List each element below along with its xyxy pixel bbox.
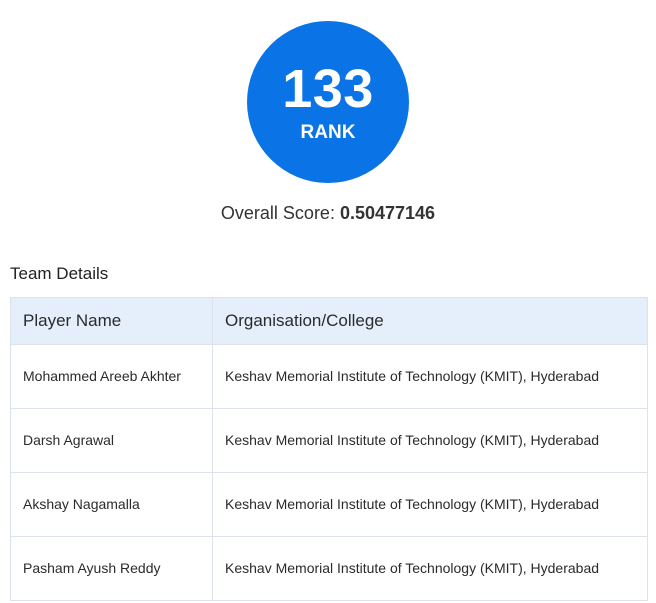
table-row — [11, 409, 648, 473]
table-row — [11, 537, 648, 601]
team-details-table — [10, 297, 648, 601]
table-row — [11, 345, 648, 409]
player-name-cell: Akshay Nagamalla — [11, 473, 213, 537]
team-details-heading: Team Details — [10, 264, 109, 283]
rank-badge — [247, 21, 409, 183]
overall-score-label: Overall Score: — [220, 203, 335, 223]
table-row — [11, 473, 648, 537]
column-header-organisation: Organisation/College — [213, 298, 648, 345]
rank-number: 133 — [282, 59, 374, 119]
player-name-cell: Mohammed Areeb Akhter — [11, 345, 213, 409]
table-header-row — [11, 298, 648, 345]
rank-label: RANK — [300, 122, 356, 143]
organisation-cell: Keshav Memorial Institute of Technology (KMIT), Hyderabad — [213, 537, 648, 601]
column-header-player-name: Player Name — [11, 298, 213, 345]
overall-score — [0, 203, 656, 224]
organisation-cell: Keshav Memorial Institute of Technology (KMIT), Hyderabad — [213, 473, 648, 537]
player-name-cell: Pasham Ayush Reddy — [11, 537, 213, 601]
overall-score-value: 0.50477146 — [339, 203, 436, 223]
organisation-cell: Keshav Memorial Institute of Technology (KMIT), Hyderabad — [213, 345, 648, 409]
organisation-cell: Keshav Memorial Institute of Technology (KMIT), Hyderabad — [213, 409, 648, 473]
player-name-cell: Darsh Agrawal — [11, 409, 213, 473]
